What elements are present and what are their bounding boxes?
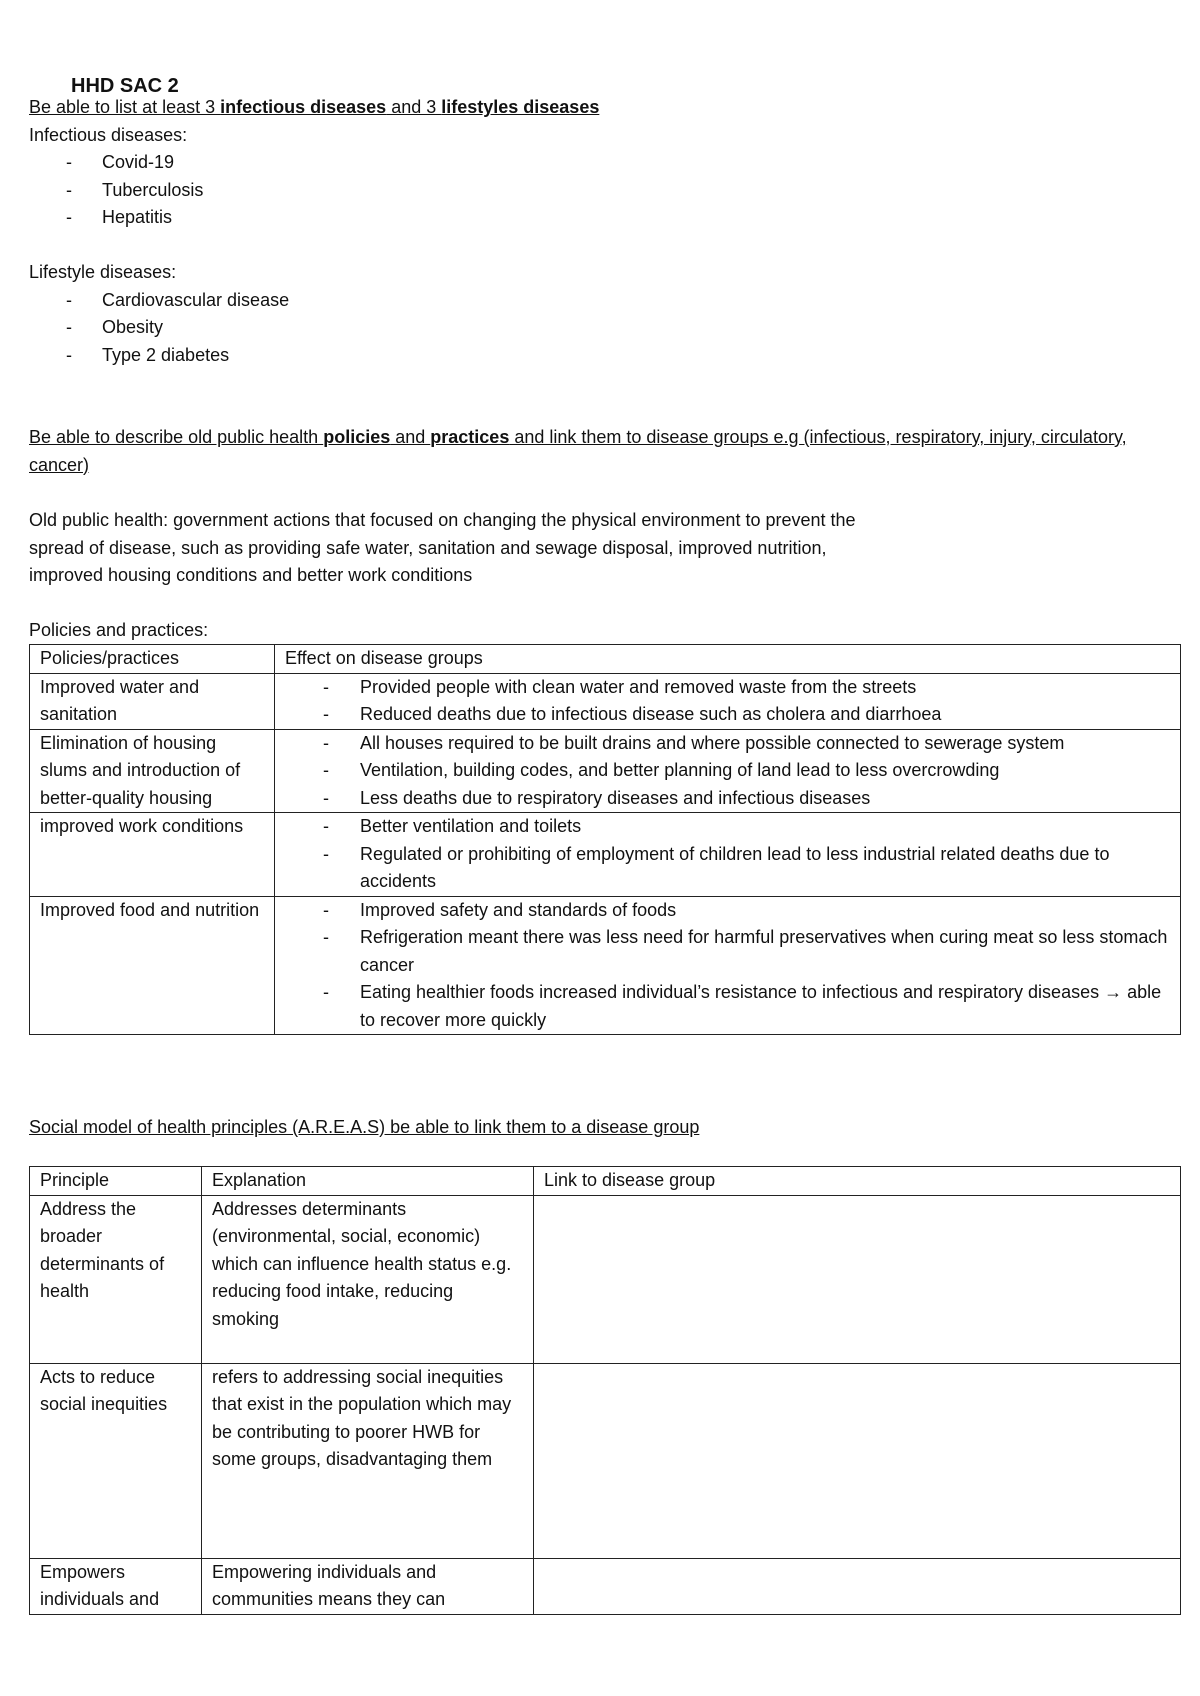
effect-item: - Improved safety and standards of foods (285, 897, 1170, 925)
list-item: - Tuberculosis (29, 177, 1179, 205)
effects-cell (275, 673, 1181, 729)
effects-cell (275, 896, 1181, 1035)
table-row (30, 1363, 1181, 1558)
list-item: - Covid-19 (29, 149, 1179, 177)
infectious-diseases-emphasis: infectious diseases (220, 97, 387, 117)
table-row (30, 813, 1181, 897)
policy-cell: improved work conditions (30, 813, 275, 897)
link-cell (534, 1558, 1181, 1614)
table-header: Policies/practices (30, 645, 275, 674)
link-cell (534, 1363, 1181, 1558)
effect-item: - Less deaths due to respiratory diseases and infectious diseases (285, 785, 1170, 813)
definition-line: improved housing conditions and better work conditions (29, 565, 473, 585)
list-item: - Obesity (29, 314, 1179, 342)
principle-cell: Empowers individuals and (30, 1558, 202, 1614)
page-title: HHD SAC 2 (71, 75, 179, 97)
effect-item: - Refrigeration meant there was less need for harmful preservatives when curing meat so less stomach cancer (285, 924, 1170, 979)
definition-line: Old public health: government actions that focused on changing the physical environment to prevent the (29, 510, 856, 530)
table-row (30, 673, 1181, 729)
explanation-cell: Empowering individuals and communities means they can (202, 1558, 534, 1614)
link-cell (534, 1195, 1181, 1363)
definition-line: spread of disease, such as providing safe water, sanitation and sewage disposal, improved nutrition, (29, 537, 827, 558)
policies-label: Policies and practices: (29, 620, 209, 640)
practices-emphasis: practices (430, 427, 510, 447)
lifestyle-label: Lifestyle diseases: (29, 262, 177, 282)
policies-emphasis: policies (323, 427, 391, 447)
explanation-cell: Addresses determinants (environmental, social, economic) which can influence health status e.g. reducing food intake, reducing smoking (202, 1195, 534, 1363)
infectious-label: Infectious diseases: (29, 124, 188, 145)
table-header: Explanation (202, 1167, 534, 1196)
principle-cell: Acts to reduce social inequities (30, 1363, 202, 1558)
section3-heading: Social model of health principles (A.R.E.A.S) be able to link them to a disease group (29, 1117, 700, 1137)
policy-cell: Improved food and nutrition (30, 896, 275, 1035)
section1-heading: Be able to list at least 3 infectious diseases and 3 lifestyles diseases (29, 97, 600, 117)
old-public-health-definition (29, 507, 1179, 590)
policy-cell: Elimination of housing slums and introduction of better-quality housing (30, 729, 275, 813)
areas-table (29, 1166, 1181, 1615)
infectious-list (29, 149, 1179, 232)
table-row (30, 729, 1181, 813)
table-header: Link to disease group (534, 1167, 1181, 1196)
policy-cell: Improved water and sanitation (30, 673, 275, 729)
list-item: - Type 2 diabetes (29, 342, 1179, 370)
table-header: Principle (30, 1167, 202, 1196)
table-row (30, 1558, 1181, 1614)
effect-item: - Provided people with clean water and removed waste from the streets (285, 674, 1170, 702)
explanation-cell: refers to addressing social inequities that exist in the population which may be contributing to poorer HWB for some groups, disadvantaging them (202, 1363, 534, 1558)
lifestyle-diseases-emphasis: lifestyles diseases (441, 97, 600, 117)
table-header-row (30, 645, 1181, 674)
effects-cell (275, 729, 1181, 813)
effect-item: - Ventilation, building codes, and better planning of land lead to less overcrowding (285, 757, 1170, 785)
infectious-lifestyle-section (29, 94, 1179, 369)
effect-item: - Regulated or prohibiting of employment of children lead to less industrial related deaths due to accidents (285, 841, 1170, 896)
table-header: Effect on disease groups (275, 645, 1181, 674)
effect-item: - Better ventilation and toilets (285, 813, 1170, 841)
effect-item: - All houses required to be built drains and where possible connected to sewerage system (285, 730, 1170, 758)
list-item: - Cardiovascular disease (29, 287, 1179, 315)
list-item: - Hepatitis (29, 204, 1179, 232)
policies-table (29, 644, 1181, 1035)
table-row (30, 896, 1181, 1035)
section2-heading: Be able to describe old public health policies and practices and link them to disease groups e.g (infectious, respiratory, injury, circulatory, cancer) (29, 427, 1127, 475)
effect-item: - Eating healthier foods increased individual’s resistance to infectious and respiratory diseases → able to recover more quickly (285, 979, 1170, 1034)
effect-item: - Reduced deaths due to infectious disease such as cholera and diarrhoea (285, 701, 1170, 729)
principle-cell: Address the broader determinants of health (30, 1195, 202, 1363)
effects-cell (275, 813, 1181, 897)
table-row (30, 1195, 1181, 1363)
table-header-row (30, 1167, 1181, 1196)
lifestyle-list (29, 287, 1179, 370)
